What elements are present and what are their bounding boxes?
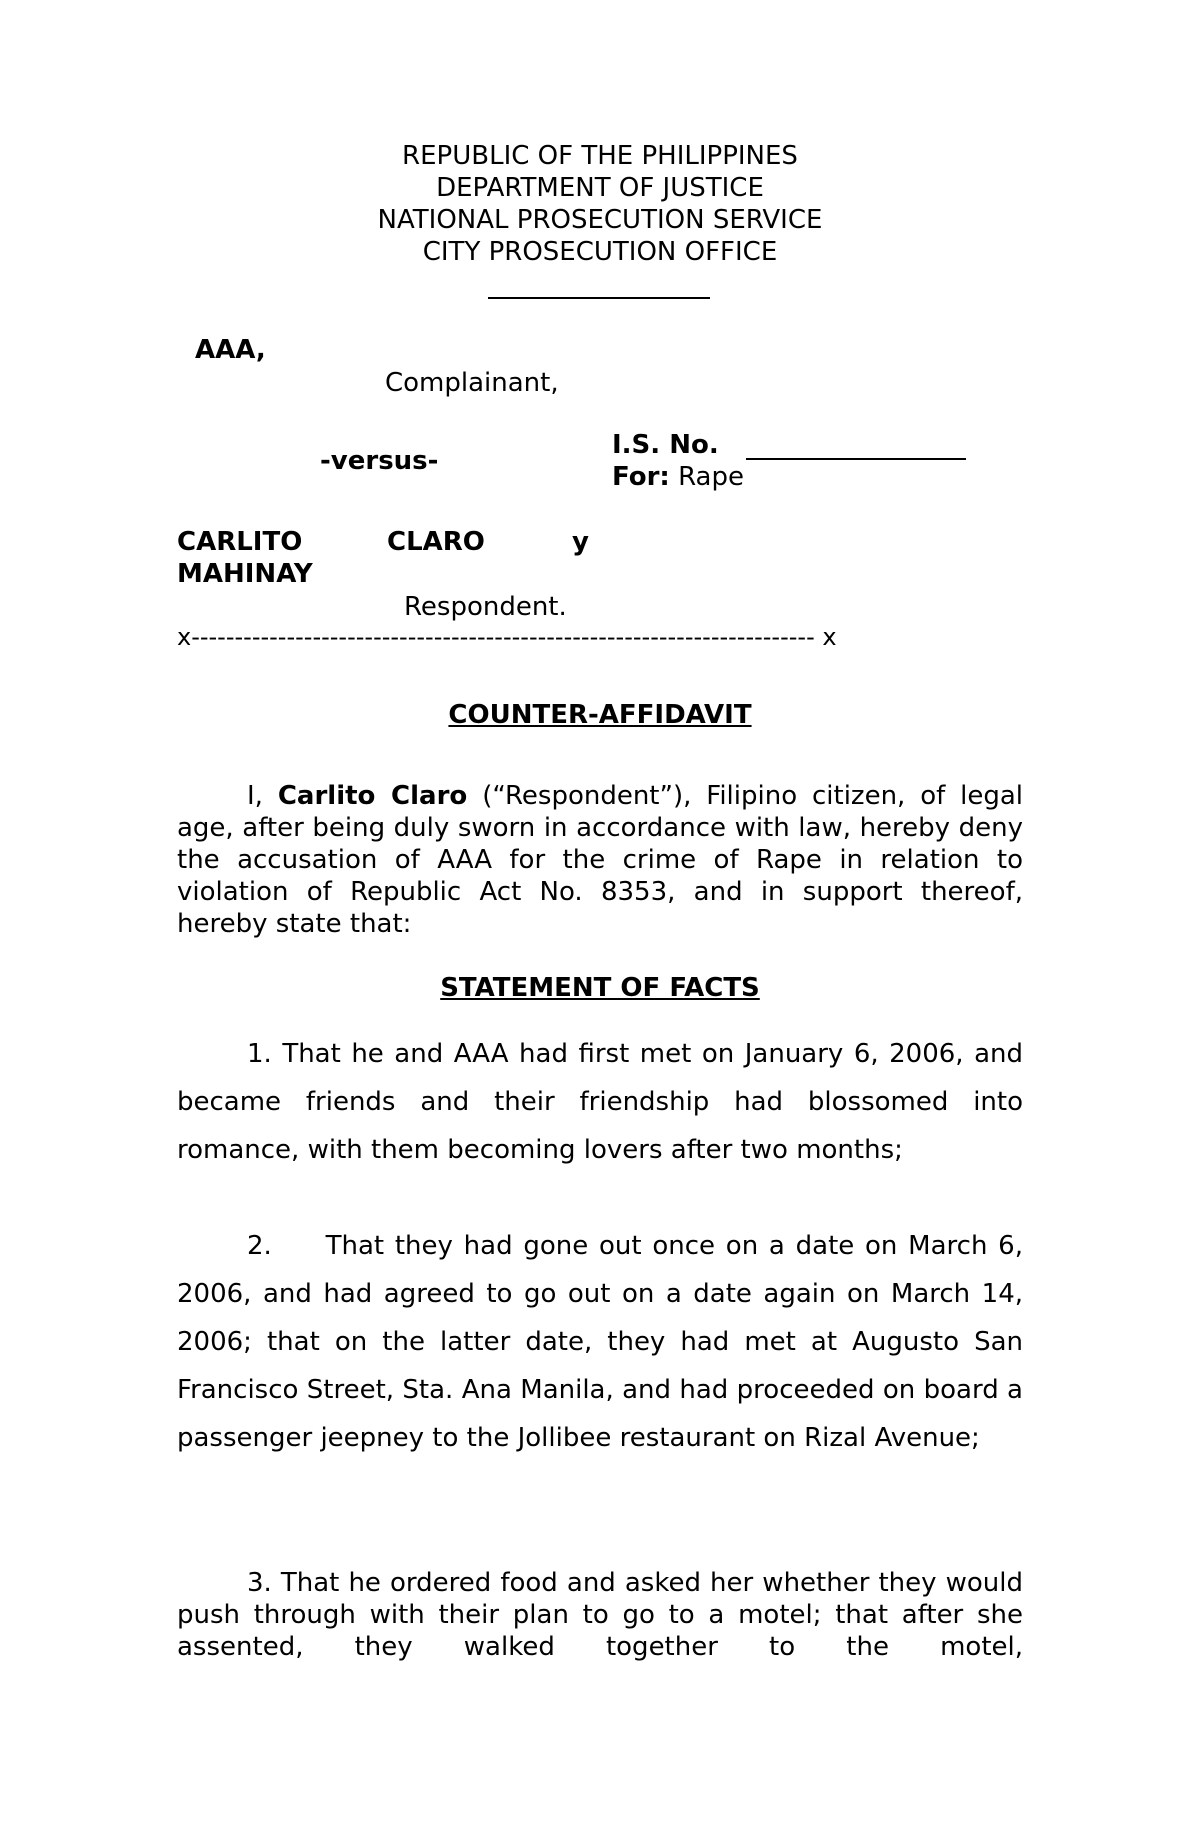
versus-label: -versus- bbox=[320, 446, 439, 476]
respondent-name-line2: MAHINAY bbox=[177, 559, 313, 589]
intro-paragraph bbox=[177, 780, 1023, 940]
for-label: For: bbox=[612, 462, 670, 492]
complainant-role: Complainant, bbox=[385, 368, 559, 398]
document-header bbox=[0, 140, 1200, 268]
case-type bbox=[612, 462, 744, 492]
respondent-role: Respondent. bbox=[404, 592, 567, 622]
for-value: Rape bbox=[678, 462, 744, 492]
intro-prefix: I, bbox=[247, 781, 263, 811]
is-no-blank bbox=[746, 458, 966, 460]
caption-separator: x------------------------------------------------------------------------ x bbox=[177, 623, 837, 651]
is-no-label: I.S. No. bbox=[612, 430, 719, 460]
section-title: STATEMENT OF FACTS bbox=[440, 973, 760, 1003]
intro-name: Carlito Claro bbox=[277, 781, 468, 811]
document-title: COUNTER-AFFIDAVIT bbox=[448, 700, 752, 730]
respondent-name-last: CLARO bbox=[387, 527, 485, 557]
paragraph-2: 2. That they had gone out once on a date on March 6, 2006, and had agreed to go out on a date again on March 14, 2006; that on the latter date, they had met at Augusto San Francisco Street, Sta. Ana Manila, and had proceeded on board a passenger jeepney to the Jollibee restaurant on Rizal Avenue; bbox=[177, 1231, 1023, 1453]
paragraph-3: 3. That he ordered food and asked her whether they would push through with their plan to go to a motel; that after she assented, they walked together to the motel, bbox=[177, 1568, 1023, 1662]
header-line-department: DEPARTMENT OF JUSTICE bbox=[436, 173, 764, 203]
header-line-republic: REPUBLIC OF THE PHILIPPINES bbox=[402, 141, 798, 171]
intro-rest: (“Respondent”), Filipino citizen, of legal age, after being duly sworn in accordance with law, hereby deny the accusation of AAA for the crime of Rape in relation to violation of Republic Act No. 8353, and in support thereof, hereby state that: bbox=[177, 781, 1024, 939]
header-divider bbox=[488, 297, 710, 299]
paragraph-1: 1. That he and AAA had first met on January 6, 2006, and became friends and their friendship had blossomed into romance, with them becoming lovers after two months; bbox=[177, 1039, 1023, 1165]
header-line-service: NATIONAL PROSECUTION SERVICE bbox=[377, 205, 823, 235]
respondent-name-y: y bbox=[572, 527, 589, 557]
respondent-name-first: CARLITO bbox=[177, 527, 303, 557]
complainant-name: AAA, bbox=[195, 335, 266, 365]
header-line-office: CITY PROSECUTION OFFICE bbox=[422, 237, 778, 267]
